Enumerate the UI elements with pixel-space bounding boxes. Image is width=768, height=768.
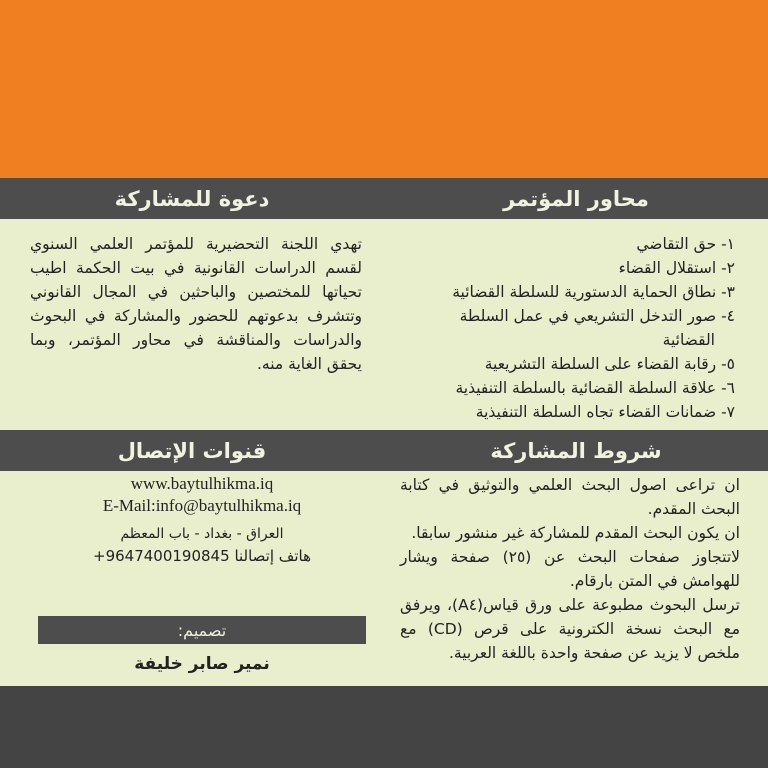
- topic-item: ٥- رقابة القضاء على السلطة التشريعية: [484, 355, 735, 373]
- condition-item: ترسل البحوث مطبوعة على ورق قياس(A٤)، ويرفق مع البحث نسخة الكترونية على قرص (CD) مع ملخص لا يزيد عن صفحة واحدة باللغة العربية.: [400, 596, 740, 662]
- invitation-heading: دعوة للمشاركة: [114, 186, 270, 211]
- contact-heading-bar: [0, 430, 384, 471]
- topic-item: ٣- نطاق الحماية الدستورية للسلطة القضائية: [452, 283, 735, 301]
- topic-item: ١- حق التقاضي: [636, 235, 735, 253]
- condition-item: لاتتجاوز صفحات البحث عن (٢٥) صفحة ويشار للهوامش في المتن بارقام.: [400, 548, 740, 590]
- dark-footer-band: [0, 686, 768, 768]
- topic-item: ٦- علاقة السلطة القضائية بالسلطة التنفيذية: [455, 379, 735, 397]
- condition-item: ان تراعى اصول البحث العلمي والتوثيق في كتابة البحث المقدم.: [400, 476, 740, 518]
- orange-header-band: [0, 0, 768, 178]
- invitation-text: تهدي اللجنة التحضيرية للمؤتمر العلمي السنوي لقسم الدراسات القانونية في بيت الحكمة اطيب تحياتها للمختصين والباحثين في المجال القانوني وتتشرف بدعوتهم للحضور والمشاركة في البحوث والدراسات والمناقشة في محاور المؤتمر، وبما يحقق الغاية منه.: [30, 235, 362, 373]
- conditions-heading: شروط المشاركة: [490, 438, 662, 463]
- topic-item: ٢- استقلال القضاء: [618, 259, 735, 277]
- topic-item: ٧- ضمانات القضاء تجاه السلطة التنفيذية: [475, 403, 735, 421]
- address-text: العراق - بغداد - باب المعظم: [120, 526, 284, 542]
- condition-item: ان يكون البحث المقدم للمشاركة غير منشور سابقا.: [411, 524, 740, 542]
- phone-line: [38, 545, 366, 567]
- designer-name: نمير صابر خليفة: [134, 654, 270, 674]
- conditions-list: [400, 473, 740, 665]
- topics-heading: محاور المؤتمر: [503, 186, 649, 211]
- design-heading: تصميم:: [177, 620, 227, 640]
- contact-block: [38, 473, 366, 567]
- topic-item-continued: القضائية: [662, 331, 715, 349]
- phone-number: +9647400190845: [93, 547, 230, 565]
- email-link[interactable]: E-Mail:info@baytulhikma.iq: [102, 496, 302, 515]
- design-credit-bar: [38, 616, 366, 644]
- topic-item: ٤- صور التدخل التشريعي في عمل السلطة: [459, 307, 735, 325]
- phone-label: هاتف إتصالنا: [234, 547, 311, 565]
- conditions-heading-bar: [384, 430, 768, 471]
- topics-list: [400, 232, 735, 424]
- invitation-heading-bar: [0, 178, 384, 219]
- contact-heading: قنوات الإتصال: [117, 438, 267, 463]
- topics-heading-bar: [384, 178, 768, 219]
- website-link[interactable]: www.baytulhikma.iq: [130, 474, 274, 493]
